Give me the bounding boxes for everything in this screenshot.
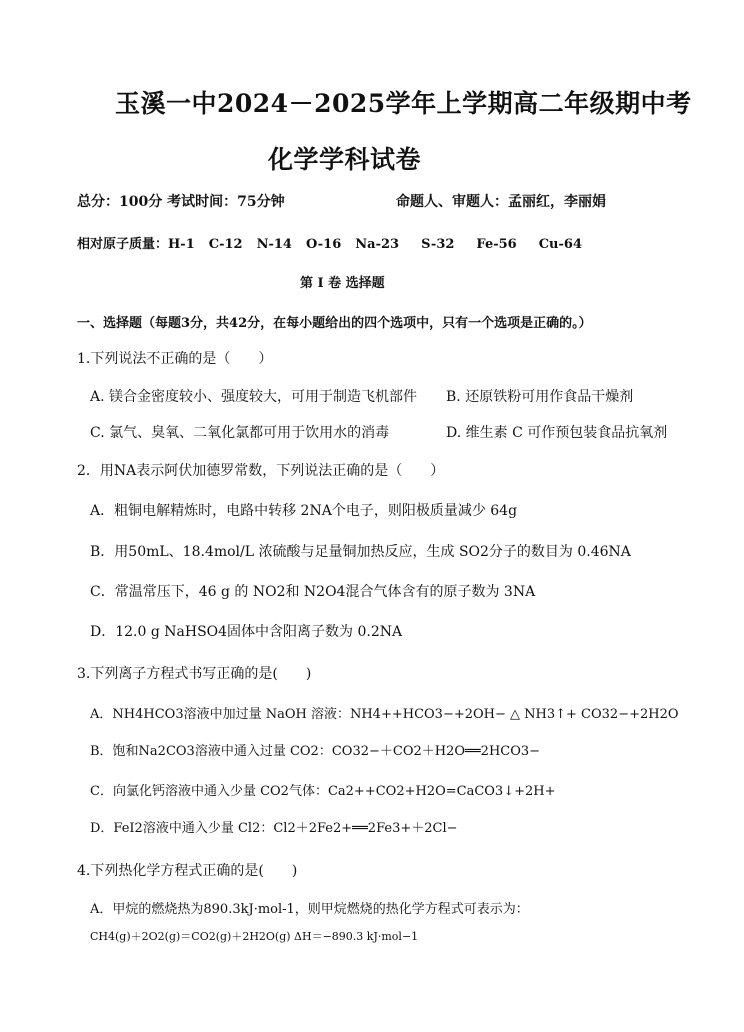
exam-info-right: 命题人、审题人：孟丽红，李丽娟 [396,194,606,210]
q3-option-b: B．饱和Na2CO3溶液中通入过量 CO2：CO32−＋CO2＋H2O══2HCO3− [90,744,541,759]
q1-option-a: A. 镁合金密度较小、强度较大，可用于制造飞机部件 [90,389,418,405]
q2-option-b: B．用50mL、18.4mol/L 浓硫酸与足量铜加热反应，生成 SO2分子的数目为 0.46NA [90,544,631,560]
q1-stem: 1.下列说法不正确的是（ ） [77,351,273,367]
atomic-mass-s: S-32 [421,237,455,252]
section-instruction: 一、选择题（每题3分，共42分，在每小题给出的四个选项中，只有一个选项是正确的。） [77,316,592,331]
atomic-mass-c: C-12 [208,237,243,252]
q4-option-a: A．甲烷的燃烧热为890.3kJ·mol-1，则甲烷燃烧的热化学方程式可表示为： [90,902,529,917]
q3-option-a: A．NH4HCO3溶液中加过量 NaOH 溶液：NH4++HCO3−+2OH− △ NH3↑+ CO32−+2H2O [90,707,679,722]
atomic-mass-fe: Fe-56 [476,237,517,252]
atomic-mass-label: 相对原子质量： [77,237,169,252]
q2-option-a: A．粗铜电解精炼时，电路中转移 2NA个电子，则阳极质量减少 64g [90,503,518,519]
q1-option-d: D. 维生素 C 可作预包装食品抗氧剂 [446,425,668,441]
q3-option-d: D．FeI2溶液中通入少量 Cl2：Cl2＋2Fe2+══2Fe3+＋2Cl− [90,821,458,836]
exam-info-left: 总分：100分 考试时间：75分钟 [77,194,285,210]
q3-option-c: C．向氯化钙溶液中通入少量 CO2气体：Ca2++CO2+H2O=CaCO3↓+2H+ [90,784,556,799]
atomic-mass-na: Na-23 [355,237,400,252]
atomic-mass-row [77,233,582,252]
part-title: 第 I 卷 选择题 [300,276,385,291]
exam-title-line1: 玉溪一中2024－2025学年上学期高二年级期中考 [115,89,692,118]
q4-option-a-equation: CH4(g)＋2O2(g)＝CO2(g)＋2H2O(g) ΔH＝−890.3 kJ·mol−1 [90,930,419,943]
q1-option-b: B. 还原铁粉可用作食品干燥剂 [446,389,634,405]
atomic-mass-n: N-14 [256,237,292,252]
q3-stem: 3.下列离子方程式书写正确的是( ) [77,666,312,682]
exam-title-line2: 化学学科试卷 [268,145,422,174]
q4-stem: 4.下列热化学方程式正确的是( ) [77,863,298,879]
q2-option-c: C．常温常压下，46 g 的 NO2和 N2O4混合气体含有的原子数为 3NA [90,584,536,600]
q1-option-c: C. 氯气、臭氧、二氧化氯都可用于饮用水的消毒 [90,425,390,441]
q2-option-d: D．12.0 g NaHSO4固体中含阳离子数为 0.2NA [90,624,403,640]
atomic-mass-o: O-16 [305,237,342,252]
q2-stem: 2．用NA表示阿伏加德罗常数，下列说法正确的是（ ） [77,463,445,479]
atomic-mass-h: H-1 [168,237,195,252]
atomic-mass-cu: Cu-64 [538,237,582,252]
